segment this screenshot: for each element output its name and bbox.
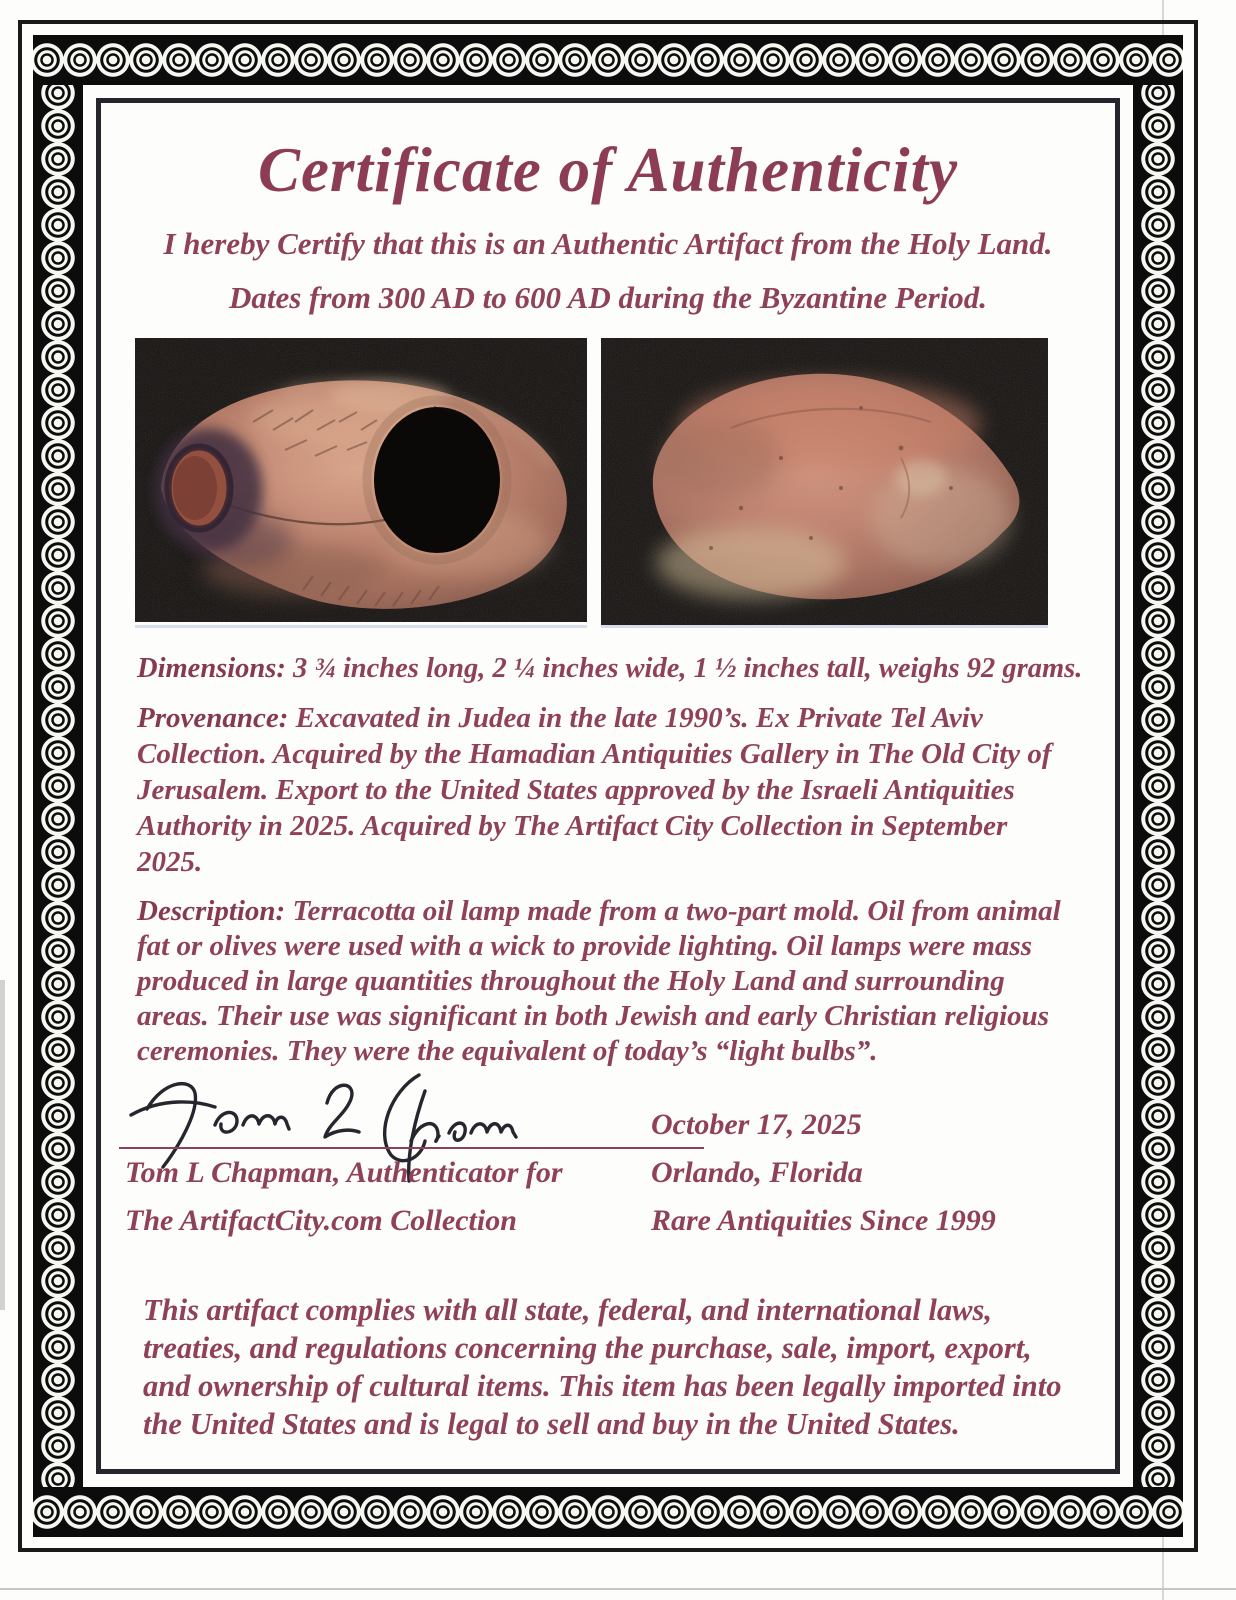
dimensions-label: Dimensions: <box>137 653 286 684</box>
dimensions-text: 3 ¾ inches long, 2 ¼ inches wide, 1 ½ inches tall, weighs 92 grams. <box>285 653 1083 684</box>
description-label: Description: <box>137 895 286 927</box>
signature-line <box>119 1147 704 1149</box>
ornament-border-left <box>33 85 83 1487</box>
scan-artifact-edge-smudge <box>0 980 5 1310</box>
artifact-photos-row <box>135 338 1099 625</box>
oil-lamp-top-view-image <box>135 338 587 622</box>
artifact-photo-bottom-view <box>601 338 1048 625</box>
legal-compliance-paragraph: This artifact complies with all state, federal, and international laws, treaties, and regulations concerning the purchase, sale, import, export, and ownership of cultural items. This item has been legally imported into the United States and is legal to sell and buy in the United States. <box>143 1293 1062 1441</box>
certify-statement: I hereby Certify that this is an Authentic Artifact from the Holy Land. <box>163 226 1053 261</box>
signer-name: Tom L Chapman, Authenticator for <box>125 1156 563 1189</box>
certificate-content <box>101 103 1115 1469</box>
certificate-title: Certificate of Authenticity <box>257 135 959 205</box>
ornament-border-top <box>33 35 1183 85</box>
signer-location: Orlando, Florida <box>651 1156 863 1189</box>
artifact-photo-top-view <box>135 338 587 625</box>
company-tagline: Rare Antiquities Since 1999 <box>651 1204 996 1237</box>
dating-statement: Dates from 300 AD to 600 AD during the Byzantine Period. <box>228 280 988 315</box>
collection-name: The ArtifactCity.com Collection <box>125 1204 517 1237</box>
ornament-border-bottom <box>33 1487 1183 1537</box>
signature-date: October 17, 2025 <box>651 1108 862 1141</box>
provenance-label: Provenance: <box>137 702 289 734</box>
dimensions-line <box>137 651 1083 687</box>
description-paragraph <box>137 894 1075 1069</box>
ornament-border-right <box>1133 85 1183 1487</box>
signature-block <box>125 1069 1099 1239</box>
scan-artifact-horizontal-line <box>0 1588 1236 1590</box>
oil-lamp-bottom-view-image <box>601 338 1048 625</box>
provenance-text: Excavated in Judea in the late 1990’s. Ex Private Tel Aviv Collection. Acquired by the Hamadian Antiquities Gallery in The Old City of Jerusalem. Export to the United States approved by the Israeli Antiquities Authority in 2025. Acquired by The Artifact City Collection in September 2025. <box>137 702 1052 878</box>
description-text: Terracotta oil lamp made from a two-part mold. Oil from animal fat or olives were used with a wick to provide lighting. Oil lamps were mass produced in large quantities throughout the Holy Land and surrounding areas. Their use was significant in both Jewish and early Christian religious ceremonies. They were the equivalent of today’s “light bulbs”. <box>137 895 1061 1067</box>
provenance-paragraph <box>137 700 1075 880</box>
